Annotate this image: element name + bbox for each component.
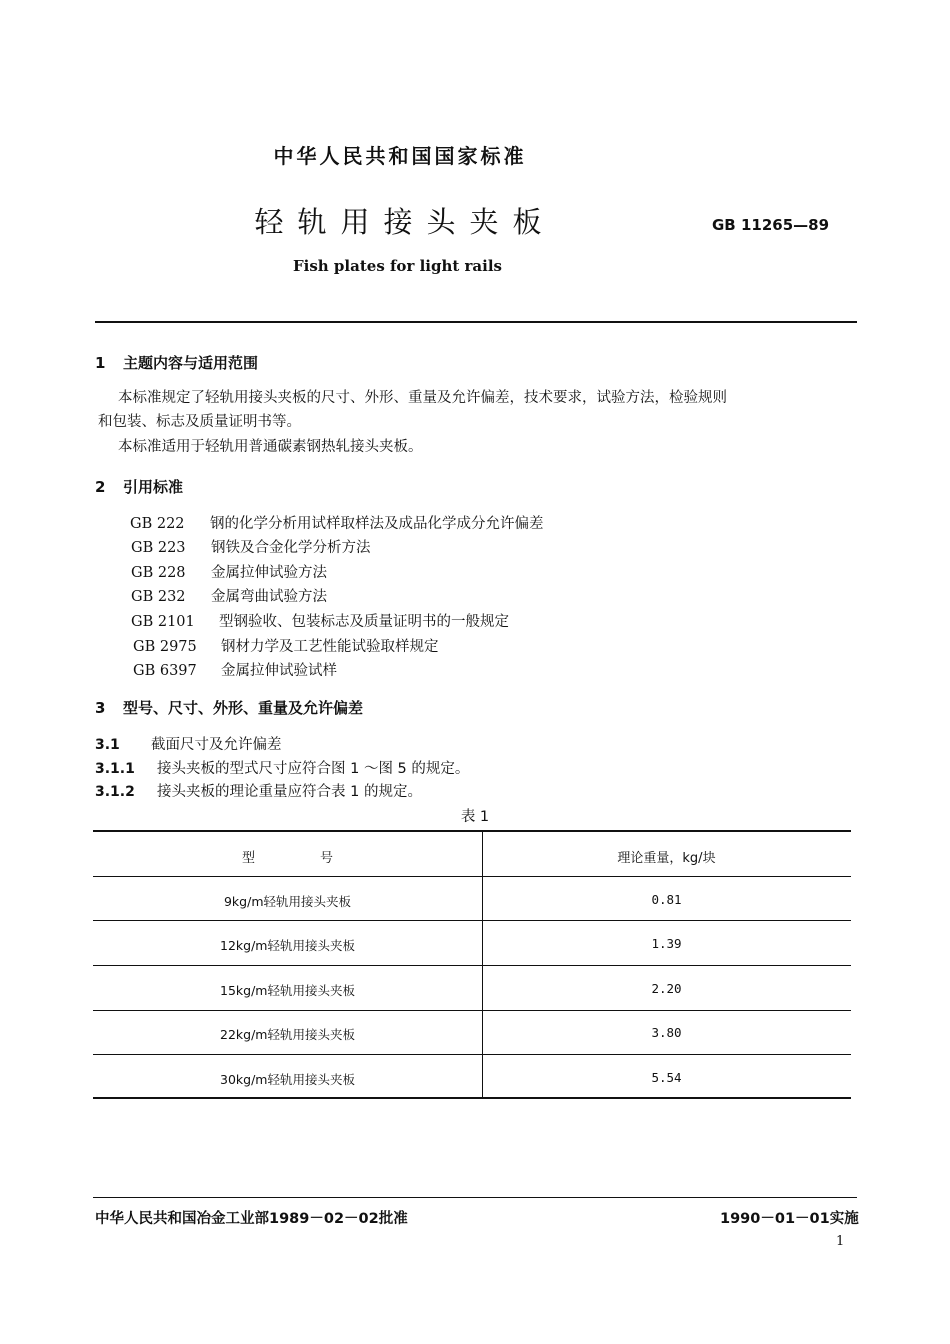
reference-title: 钢材力学及工艺性能试验取样规定 <box>221 639 439 655</box>
reference-title: 钢铁及合金化学分析方法 <box>211 540 371 556</box>
footer-rule <box>93 1197 857 1198</box>
table-header-model: 型 号 <box>241 851 333 866</box>
reference-item <box>131 585 327 606</box>
header-org: 中华人民共和国国家标准 <box>273 144 527 168</box>
table-cell-weight: 2.20 <box>651 981 682 996</box>
section-3-number: 3 <box>95 699 106 717</box>
reference-title: 金属弯曲试验方法 <box>211 589 327 605</box>
table-cell-model: 30kg/m轻轨用接头夹板 <box>220 1072 355 1087</box>
standard-code: GB 11265—89 <box>712 216 830 234</box>
table-cell-model: 9kg/m轻轨用接头夹板 <box>223 894 351 909</box>
clause-number: 3.1 <box>95 737 120 753</box>
effective-date: 1990－01－01实施 <box>720 1211 859 1227</box>
reference-code: GB 223 <box>131 540 186 556</box>
section-1-heading <box>95 352 258 373</box>
section-1-para-1-cont: 和包装、标志及质量证明书等。 <box>98 414 301 430</box>
table-row-divider <box>93 876 851 877</box>
reference-item <box>131 536 371 557</box>
table-cell-model: 15kg/m轻轨用接头夹板 <box>220 983 355 998</box>
table-row-divider <box>93 920 851 921</box>
table-caption: 表 1 <box>460 809 490 825</box>
clause-3-1-2 <box>95 780 422 804</box>
reference-title: 型钢验收、包装标志及质量证明书的一般规定 <box>219 614 509 630</box>
section-2-title: 引用标准 <box>123 478 184 496</box>
reference-item <box>131 610 509 631</box>
reference-code: GB 228 <box>131 565 186 581</box>
table-cell-model: 22kg/m轻轨用接头夹板 <box>220 1027 355 1042</box>
clause-3-1 <box>95 733 282 757</box>
reference-item <box>130 512 544 533</box>
table-cell-weight: 0.81 <box>651 892 682 907</box>
clause-3-1-1 <box>95 757 469 781</box>
table-row-divider <box>93 1010 851 1011</box>
reference-item <box>133 635 439 656</box>
approval-line: 中华人民共和国冶金工业部1989－02－02批准 <box>95 1211 408 1227</box>
section-1-title: 主题内容与适用范围 <box>123 354 259 372</box>
table-bottom-rule <box>93 1097 851 1099</box>
reference-code: GB 2975 <box>133 639 197 655</box>
section-1-para-1: 本标准规定了轻轨用接头夹板的尺寸、外形、重量及允许偏差，技术要求，试验方法，检验规则 <box>118 390 727 406</box>
table-cell-model: 12kg/m轻轨用接头夹板 <box>220 938 355 953</box>
reference-title: 金属拉伸试验试样 <box>221 663 337 679</box>
table-top-rule <box>93 830 851 832</box>
table-cell-weight: 1.39 <box>651 936 682 951</box>
section-3-title: 型号、尺寸、外形、重量及允许偏差 <box>123 699 364 717</box>
reference-item <box>131 561 327 582</box>
section-2-heading <box>95 476 183 497</box>
clause-text: 截面尺寸及允许偏差 <box>151 737 282 753</box>
clause-number: 3.1.1 <box>95 761 135 777</box>
clause-number: 3.1.2 <box>95 784 135 800</box>
reference-item <box>133 659 337 680</box>
table-cell-weight: 5.54 <box>651 1070 682 1085</box>
section-1-para-2: 本标准适用于轻轨用普通碳素钢热轧接头夹板。 <box>118 439 423 455</box>
reference-title: 钢的化学分析用试样取样法及成品化学成分允许偏差 <box>210 516 544 532</box>
table-column-divider <box>482 831 483 1097</box>
top-rule <box>95 321 857 323</box>
doc-title: 轻轨用接头夹板 <box>254 205 556 239</box>
reference-code: GB 6397 <box>133 663 197 679</box>
table-cell-weight: 3.80 <box>651 1025 682 1040</box>
table-row-divider <box>93 1054 851 1055</box>
page-number: 1 <box>836 1234 845 1249</box>
doc-subtitle-en: Fish plates for light rails <box>293 257 502 275</box>
reference-code: GB 232 <box>131 589 186 605</box>
reference-title: 金属拉伸试验方法 <box>211 565 327 581</box>
reference-code: GB 222 <box>130 516 185 532</box>
section-1-number: 1 <box>95 354 106 372</box>
clause-text: 接头夹板的理论重量应符合表 1 的规定。 <box>157 784 422 800</box>
section-3-heading <box>95 697 363 718</box>
reference-code: GB 2101 <box>131 614 195 630</box>
table-row-divider <box>93 965 851 966</box>
table-header-weight: 理论重量，kg/块 <box>617 851 716 866</box>
section-2-number: 2 <box>95 478 106 496</box>
clause-text: 接头夹板的型式尺寸应符合图 1 ～图 5 的规定。 <box>157 761 470 777</box>
